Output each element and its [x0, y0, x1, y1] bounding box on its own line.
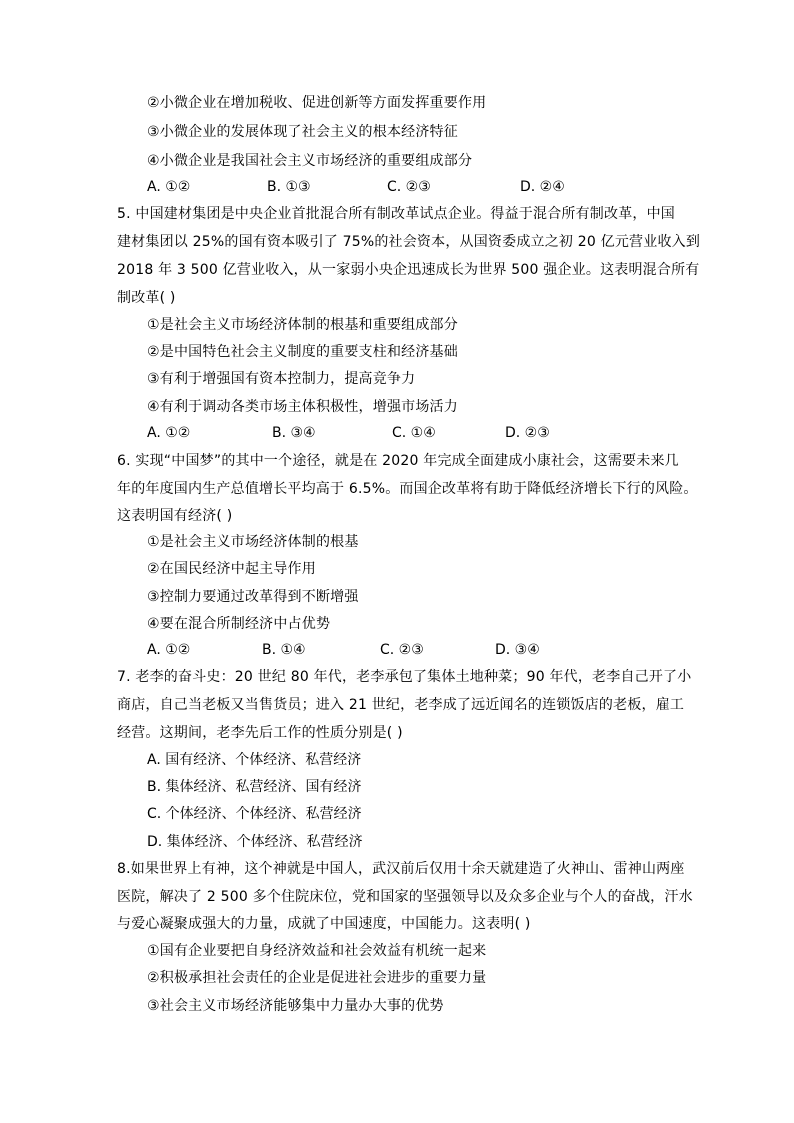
- q5-stem-line-2: 建材集团以 25%的国有资本吸引了 75%的社会资本，从国资委成立之初 20 亿元营业收入到: [117, 234, 701, 250]
- q6-stem-line-1: 6. 实现“中国梦”的其中一个途径，就是在 2020 年完成全面建成小康社会，这需要未来几: [117, 453, 679, 469]
- q5-option-a: A. ①②: [147, 425, 191, 441]
- q5-option-c: C. ①④: [392, 425, 436, 441]
- q5-stem-line-1: 5. 中国建材集团是中央企业首批混合所有制改革试点企业。得益于混合所有制改革，中国: [117, 206, 676, 222]
- q5-item-2: ②是中国特色社会主义制度的重要支柱和经济基础: [147, 344, 458, 360]
- q5-option-d: D. ②③: [505, 425, 550, 441]
- q4-item-4: ④小微企业是我国社会主义市场经济的重要组成部分: [147, 153, 473, 169]
- q6-item-1: ①是社会主义市场经济体制的根基: [147, 534, 359, 550]
- q5-item-1: ①是社会主义市场经济体制的根基和重要组成部分: [147, 317, 458, 333]
- q6-option-a: A. ①②: [147, 642, 191, 658]
- q5-stem-line-3: 2018 年 3 500 亿营业收入，从一家弱小央企迅速成长为世界 500 强企业。这表明混合所有: [117, 262, 700, 278]
- q7-option-b: B. 集体经济、私营经济、国有经济: [147, 779, 362, 795]
- q5-item-3: ③有利于增强国有资本控制力，提高竞争力: [147, 371, 416, 387]
- q4-option-b: B. ①③: [267, 179, 311, 195]
- q6-item-4: ④要在混合所制经济中占优势: [147, 616, 331, 632]
- q5-item-4: ④有利于调动各类市场主体积极性，增强市场活力: [147, 399, 458, 415]
- q6-item-3: ③控制力要通过改革得到不断增强: [147, 589, 359, 605]
- q7-stem-line-3: 经营。这期间，老李先后工作的性质分别是( ): [117, 725, 403, 741]
- q6-stem-line-3: 这表明国有经济( ): [117, 508, 233, 524]
- q8-stem-line-3: 与爱心凝聚成强大的力量，成就了中国速度，中国能力。这表明( ): [117, 916, 531, 932]
- q8-stem-line-1: 8.如果世界上有神，这个神就是中国人，武汉前后仅用十余天就建造了火神山、雷神山两座: [117, 861, 685, 877]
- q6-option-d: D. ③④: [495, 642, 540, 658]
- q8-item-2: ②积极承担社会责任的企业是促进社会进步的重要力量: [147, 970, 487, 986]
- q7-stem-line-1: 7. 老李的奋斗史：20 世纪 80 年代，老李承包了集体土地种菜；90 年代，老李自己开了小: [117, 669, 692, 685]
- q8-item-1: ①国有企业要把自身经济效益和社会效益有机统一起来: [147, 943, 487, 959]
- q8-stem-line-2: 医院，解决了 2 500 多个住院床位，党和国家的坚强领导以及众多企业与个人的奋战，汗水: [117, 889, 693, 905]
- q4-option-c: C. ②③: [387, 179, 431, 195]
- q5-option-b: B. ③④: [272, 425, 316, 441]
- q6-option-c: C. ②③: [380, 642, 424, 658]
- q6-stem-line-2: 年的年度国内生产总值增长平均高于 6.5%。而国企改革将有助于降低经济增长下行的风险。: [117, 481, 698, 497]
- q4-option-a: A. ①②: [147, 179, 191, 195]
- q8-item-3: ③社会主义市场经济能够集中力量办大事的优势: [147, 998, 444, 1014]
- q6-option-b: B. ①④: [262, 642, 306, 658]
- q7-option-a: A. 国有经济、个体经济、私营经济: [147, 752, 362, 768]
- q7-option-d: D. 集体经济、个体经济、私营经济: [147, 834, 363, 850]
- q7-stem-line-2: 商店，自己当老板又当售货员；进入 21 世纪，老李成了远近闻名的连锁饭店的老板，雇工: [117, 697, 685, 713]
- q4-option-d: D. ②④: [520, 179, 565, 195]
- q7-option-c: C. 个体经济、个体经济、私营经济: [147, 806, 362, 822]
- q6-item-2: ②在国民经济中起主导作用: [147, 561, 316, 577]
- q4-item-2: ②小微企业在增加税收、促进创新等方面发挥重要作用: [147, 95, 487, 111]
- q5-stem-line-4: 制改革( ): [117, 290, 176, 306]
- q4-item-3: ③小微企业的发展体现了社会主义的根本经济特征: [147, 124, 458, 140]
